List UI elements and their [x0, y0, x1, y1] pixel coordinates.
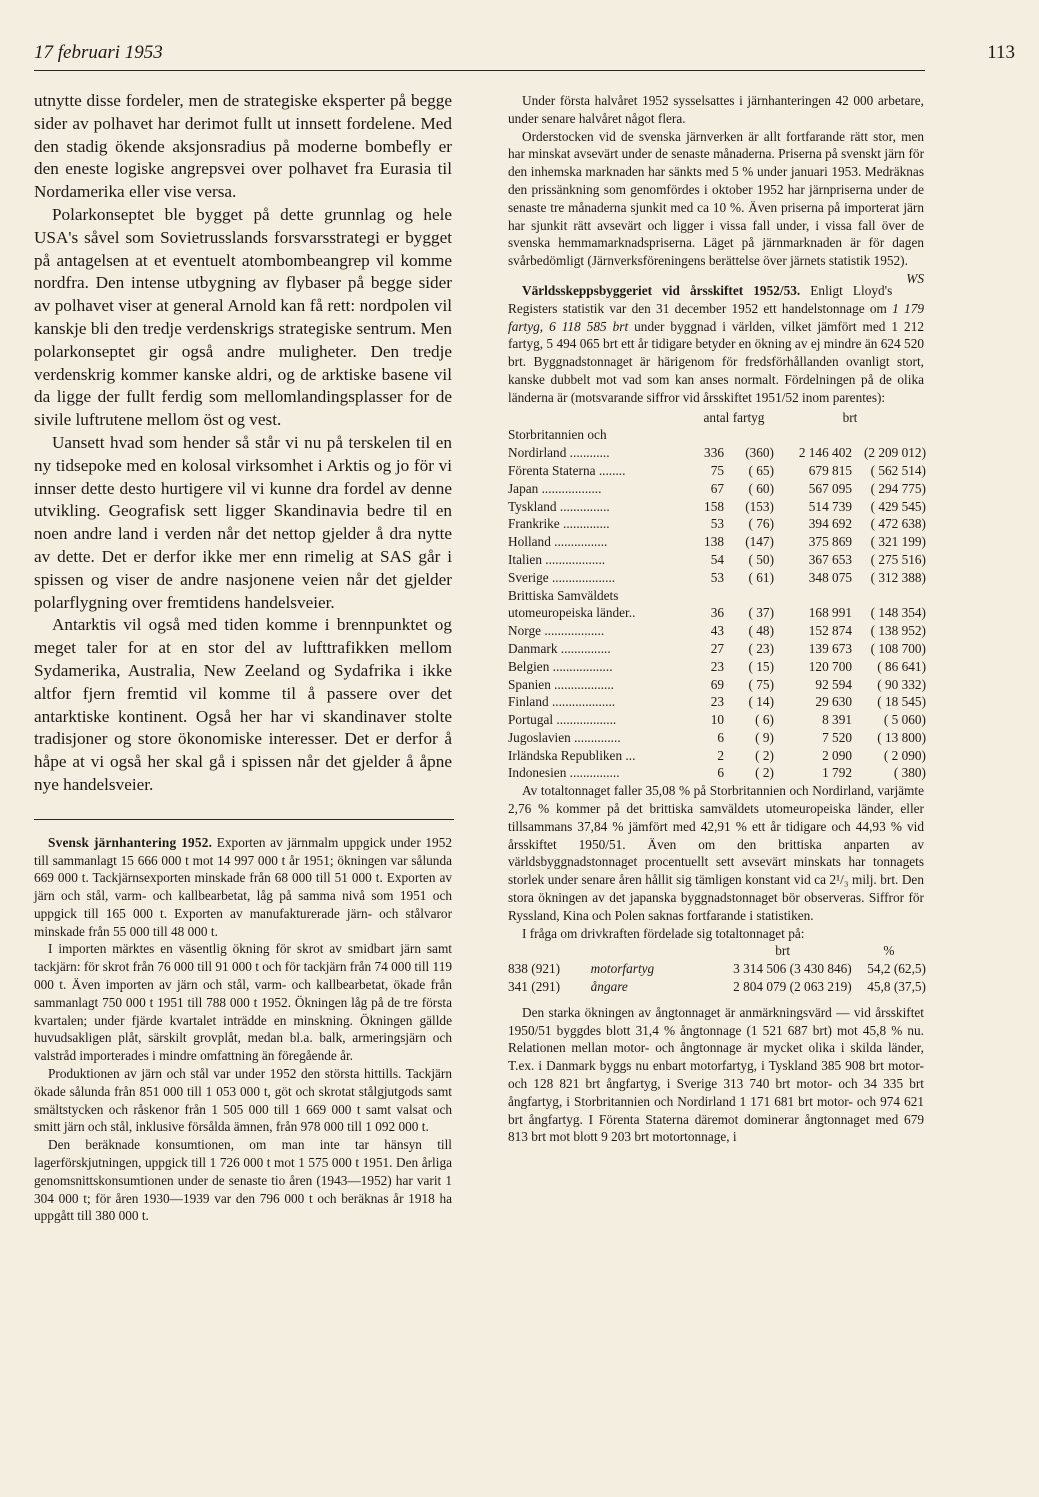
- ship-intro-b: under byggnad i världen, vilket jämfört med 1 212 fartyg, 5 494 065 brt ett år tidigare betyder en ökning av ej mindre än 624 520 brt. Byggnadstonnaget är härigenom för fredsförhållanden ovanligt stort, kanske dubbelt mot vad som kan anses normalt. Fördelningen på de olika länderna är (motsvarande siffror vid årsskiftet 1951/52 inom parentes):: [508, 318, 925, 405]
- cell-ships-prev: (360): [745, 445, 774, 461]
- cell-name: Indonesien ...............: [508, 765, 620, 781]
- cell-ships: 69: [710, 676, 724, 692]
- ships-table-row: [508, 764, 926, 782]
- cell-ships: [694, 426, 724, 444]
- cell-ships: 36: [710, 605, 724, 621]
- jarn-paragraph-3: Produktionen av järn och stål var under 1952 den största hittills. Tackjärn ökade sålunda från 851 000 till 1 053 000 t, göt och skrotat stålgjutgods samt smältstycken och råskenor från 1 505 000 till 1 669 000 t samt valsat och smitt järn och stål, inklusive försålda ämnen, från 978 000 till 1 092 000 t.: [34, 1066, 452, 1135]
- cell-brt: 375 869: [808, 534, 852, 550]
- propulsion-row: [508, 978, 926, 996]
- ships-table-row: [508, 658, 926, 676]
- issue-date: 17 februari 1953: [34, 42, 163, 63]
- prop-cell-type: motorfartyg: [590, 961, 655, 977]
- propulsion-row: [508, 960, 926, 978]
- cell-brt: 168 991: [808, 605, 852, 621]
- jarn-signature: WS: [906, 270, 924, 286]
- ships-table-row: [508, 426, 926, 444]
- cell-ships-prev: ( 60): [748, 480, 774, 496]
- cell-name: Italien ..................: [508, 551, 606, 567]
- prop-cell-brt: 2 804 079 (2 063 219): [733, 979, 852, 995]
- cell-brt: 394 692: [808, 516, 852, 532]
- cell-brt-prev: ( 2 090): [883, 747, 926, 763]
- ships-table-row: [508, 693, 926, 711]
- cell-ships-prev: ( 48): [748, 623, 774, 639]
- ships-table-header: [508, 409, 926, 427]
- cell-ships: [694, 587, 724, 605]
- cell-ships: 10: [710, 712, 724, 728]
- ships-table-row: [508, 729, 926, 747]
- cell-ships-prev: ( 61): [748, 569, 774, 585]
- header-brt: brt: [842, 409, 858, 425]
- cell-brt-prev: ( 5 060): [883, 712, 926, 728]
- cell-name: Nordirland ............: [508, 445, 610, 461]
- page-header: [34, 36, 1015, 71]
- cell-brt: 1 792: [822, 765, 852, 781]
- cell-ships-prev: ( 14): [748, 694, 774, 710]
- cell-ships-prev: ( 50): [748, 551, 774, 567]
- cell-name: Spanien ..................: [508, 676, 614, 692]
- cell-ships: 54: [710, 551, 724, 567]
- cell-ships: 6: [717, 765, 724, 781]
- ship-paragraph-4: Den starka ökningen av ångtonnaget är anmärkningsvärd — vid årsskiftet 1950/51 byggdes blott 31,4 % ångtonnage (1 521 687 brt) mot 45,8 % nu. Relationen mellan motor- och ångtonnage är mycket olika i skilda länder, T.ex. i Danmark byggs nu enbart motorfartyg, i Tyskland 385 908 brt motor- och 128 821 brt ångfartyg, i Sverige 313 740 brt motor- och 34 335 brt ångfartyg, i Storbritannien och Nordirland 1 171 681 brt motor- och 974 621 brt ångfartyg. I Förenta Staterna däremot dominerar ångtonnaget med 679 813 brt mot blott 9 203 brt motortonnage, i: [508, 1004, 924, 1145]
- cell-ships: 158: [704, 498, 724, 514]
- cell-ships-prev: ( 23): [748, 640, 774, 656]
- ships-table-row: [508, 515, 926, 533]
- cell-ships-prev: (153): [745, 498, 774, 514]
- cell-ships: 138: [704, 534, 724, 550]
- polar-paragraph-3: Uansett hvad som hender så står vi nu på terskelen til en ny tidsepoke med en kolosal virksomhet i Arktis og jo för vi innser dette desto hurtigere vil vi kunne dra fordel av denne utvikling. Geografisk sett ligger Skandinavia bedre til en noen andre land i verden når det nettop gjelder å dra nytte av dette. Det er derfor ikke mer enn rimelig at SAS går i spissen og viser de andre nasjonene veien når det gjelder polarflygning over fremtidens handelsveier.: [34, 432, 452, 612]
- prop-cell-pct: 45,8 (37,5): [867, 979, 926, 995]
- cell-brt-prev: ( 138 952): [870, 623, 926, 639]
- header-antal-fartyg: antal fartyg: [703, 409, 765, 425]
- cell-brt: [774, 426, 852, 444]
- ships-table: [508, 409, 926, 783]
- cell-name: Brittiska Samväldets: [508, 587, 619, 603]
- cell-brt-prev: ( 90 332): [877, 676, 926, 692]
- jarn-paragraph-5: Under första halvåret 1952 sysselsattes i järnhanteringen 42 000 arbetare, under senare halvåret något flera.: [508, 93, 924, 126]
- ship-intro: [508, 282, 924, 407]
- cell-ships: 27: [710, 640, 724, 656]
- ships-table-row: [508, 569, 926, 587]
- ships-table-row: [508, 551, 926, 569]
- cell-brt: 2 146 402: [798, 445, 852, 461]
- right-column: [508, 92, 924, 1146]
- jarn-paragraph-2: I importen märktes en väsentlig ökning för skrot av smidbart järn samt tackjärn: för skrot från 76 000 till 91 000 t och för tackjärn från 74 000 till 119 000 t. Även importen av järn och stål, varm- och kallbearbetat, ökade från sammanlagt 750 000 t 1951 till 788 000 t 1952. Ökningen låg på de tre första kvartalen; under fjärde kvartalet inträdde en minskning. Ökningen gällde huvudsakligen plåt, särskilt grovplåt, medan bl.a. balk, armeringsjärn och valstråd importerades i mindre omfattning än föregående år.: [34, 941, 452, 1064]
- cell-name: Tyskland ...............: [508, 498, 610, 514]
- cell-brt: 29 630: [815, 694, 852, 710]
- cell-ships: 53: [710, 569, 724, 585]
- cell-brt: 514 739: [808, 498, 852, 514]
- ships-table-row: [508, 462, 926, 480]
- cell-brt-prev: ( 472 638): [870, 516, 926, 532]
- ships-table-row: [508, 747, 926, 765]
- cell-ships-prev: ( 15): [748, 658, 774, 674]
- ships-table-row: [508, 444, 926, 462]
- cell-brt-prev: [852, 426, 926, 444]
- cell-brt-prev: ( 312 388): [870, 569, 926, 585]
- ships-table-row: [508, 711, 926, 729]
- cell-name: Holland ................: [508, 534, 608, 550]
- cell-brt-prev: ( 562 514): [870, 462, 926, 478]
- cell-name: Förenta Staterna ........: [508, 462, 626, 478]
- cell-brt-prev: ( 429 545): [870, 498, 926, 514]
- polar-paragraph-2: Polarkonseptet ble bygget på dette grunnlag og hele USA's såvel som Sovietrusslands forsvarsstrategi er bygget på antagelsen at et eventuelt atombombeangrep vil komme nordfra. Den intense utbygning av flybaser på begge sider av polhavet viser at general Arnold kan få rett: nordpolen vil kanskje bli den tredje verdenskrigs strategiske sentrum. Men polarkonseptet gir også andre muligheter. Den tredje verdenskrig kommer kanske aldri, og de arktiske basene vil da ligge der fullt ferdig som mellomlandingsplasser for de sivile luftrutene mellom öst og vest.: [34, 204, 452, 430]
- ship-intro-em: 1 179 fartyg, 6 118 585 brt: [508, 300, 924, 334]
- propulsion-table: [508, 942, 926, 995]
- cell-brt: 2 090: [822, 747, 852, 763]
- cell-name: Japan ..................: [508, 480, 602, 496]
- cell-brt-prev: ( 148 354): [870, 605, 926, 621]
- cell-name: Danmark ...............: [508, 640, 611, 656]
- cell-ships: 67: [710, 480, 724, 496]
- cell-ships-prev: ( 2): [755, 747, 774, 763]
- cell-name: Norge ..................: [508, 623, 605, 639]
- ships-table-row: [508, 676, 926, 694]
- cell-brt-prev: (2 209 012): [863, 445, 926, 461]
- jarn-p6-text: Orderstocken vid de svenska järnverken är allt fortfarande rätt stor, men har minskat avsevärt under de senaste månaderna. Priserna på svenskt järn för den inhemska marknaden har sänkts med 5 % under januari 1953. Medräknas den prissänkning som genomfördes i oktober 1952 har järnpriserna under de senaste tre månaderna sjunkit med ca 10 %. Även priserna på importerat järn har sjunkit rätt avsevärt och ligger i vissa fall under, i vissa fall över de svenska hemmamarknadspriserna. Läget på järnmarknaden är för dagen svårbedömligt (Järnverksföreningens berättelse över järnets statistik 1952).: [508, 128, 924, 269]
- cell-name: Finland ...................: [508, 694, 616, 710]
- cell-brt-prev: ( 294 775): [870, 480, 926, 496]
- cell-brt-prev: ( 18 545): [877, 694, 926, 710]
- cell-brt-prev: ( 275 516): [870, 551, 926, 567]
- jarn-article: [34, 834, 452, 1226]
- prop-cell-brt: 3 314 506 (3 430 846): [733, 961, 852, 977]
- cell-name: Sverige ...................: [508, 569, 616, 585]
- jarn-title: Svensk järnhantering 1952.: [48, 834, 213, 850]
- cell-ships-prev: ( 2): [755, 765, 774, 781]
- prop-cell-count: 838 (921): [508, 961, 561, 977]
- article-divider: [34, 819, 454, 820]
- cell-brt: [774, 587, 852, 605]
- ships-table-row: [508, 640, 926, 658]
- cell-name: Portugal ..................: [508, 712, 617, 728]
- cell-brt-prev: ( 13 800): [877, 729, 926, 745]
- cell-ships-prev: [724, 426, 774, 444]
- cell-brt: 120 700: [808, 658, 852, 674]
- cell-ships-prev: ( 37): [748, 605, 774, 621]
- cell-ships-prev: (147): [745, 534, 774, 550]
- cell-name: Irländska Republiken ...: [508, 747, 636, 763]
- cell-brt: 92 594: [815, 676, 852, 692]
- cell-ships: 75: [710, 462, 724, 478]
- jarn-paragraph-1: [34, 834, 452, 941]
- ships-table-row: [508, 587, 926, 605]
- ships-table-row: [508, 533, 926, 551]
- cell-brt: 567 095: [808, 480, 852, 496]
- polar-paragraph-4: Antarktis vil også med tiden komme i brennpunktet og meget taler for at en stor del av lufttrafikken mellom Sydamerika, Australia, New Zeeland og Sydafrika i ikke altfor fjern fremtid vil komme til å passere over det antarktiske kontinent. Også her har vi skandinaver stolte tradisjoner og store ökonomiske interesser. Det er derfor å håpe at vi også her skal gå i spissen når det gjelder å åpne nye handelsveier.: [34, 615, 452, 794]
- cell-brt-prev: ( 380): [893, 765, 926, 781]
- cell-ships: 53: [710, 516, 724, 532]
- cell-ships: 336: [704, 445, 724, 461]
- cell-brt: 367 653: [808, 551, 852, 567]
- cell-brt: 7 520: [822, 729, 852, 745]
- cell-ships: 23: [710, 694, 724, 710]
- cell-brt: 348 075: [808, 569, 852, 585]
- prop-cell-count: 341 (291): [508, 979, 561, 995]
- cell-brt-prev: ( 86 641): [877, 658, 926, 674]
- cell-ships: 6: [717, 729, 724, 745]
- prop-cell-pct: 54,2 (62,5): [867, 961, 926, 977]
- prop-cell-type: ångare: [590, 979, 628, 995]
- prop-header-pct: %: [883, 943, 895, 959]
- jarn-paragraph-6: [508, 128, 924, 286]
- cell-ships: 2: [717, 747, 724, 763]
- cell-brt-prev: ( 108 700): [870, 640, 926, 656]
- cell-name: Storbritannien och: [508, 427, 607, 443]
- ships-table-row: [508, 622, 926, 640]
- ships-table-row: [508, 480, 926, 498]
- cell-name: Belgien ..................: [508, 658, 613, 674]
- propulsion-table-header: [508, 942, 926, 960]
- cell-ships: 43: [710, 623, 724, 639]
- ships-table-row: [508, 498, 926, 516]
- ship-title: Världsskeppsbyggeriet vid årsskiftet 1952/53.: [522, 282, 801, 298]
- jarn-paragraph-4: Den beräknade konsumtionen, om man inte tar hänsyn till lagerförskjutningen, uppgick till 1 726 000 t mot 1 575 000 t 1951. Den årliga genomsnittskonsumtionen under de senaste tio åren (1943—1952) har varit 1 304 000 t; för åren 1930—1939 var den 796 000 t och beräknas år 1918 ha uppgått till 380 000 t.: [34, 1137, 452, 1224]
- cell-ships-prev: [724, 587, 774, 605]
- cell-ships: 23: [710, 658, 724, 674]
- cell-ships-prev: ( 9): [755, 729, 774, 745]
- cell-brt: 679 815: [808, 462, 852, 478]
- polar-paragraph-1: utnytte disse fordeler, men de strategiske eksperter på begge sider av polhavet har derimot fullt ut innsett fordelene. Med den stadig ökende aksjonsradius på moderne bombefly er den eneste logiske angrepsvei over polhavet fra Eurasia til Nordamerika eller vise versa.: [34, 91, 452, 202]
- cell-ships-prev: ( 65): [748, 462, 774, 478]
- prop-header-brt: brt: [775, 943, 791, 959]
- cell-brt-prev: [852, 587, 926, 605]
- ship-paragraph-2: Av totaltonnaget faller 35,08 % på Storbritannien och Nordirland, varjämte 2,76 % kommer på det brittiska samväldets utomeuropeiska länder, eller tillsammans 37,84 % jämfört med 42,91 % ett år tidigare och 44,93 % vid årsskiftet 1950/51. Även om den brittiska anparten av världsbyggnadstonnaget procentuellt sett avsevärt minskats har tonnagets storlek under senare åren hållit sig tämligen konstant vid ca 2¹/₃ milj. brt. Den stora ökningen av det japanska byggnadstonnaget bör observeras. Siffror för Ryssland, Kina och Polen saknas fortfarande i statistiken.: [508, 783, 924, 923]
- cell-ships-prev: ( 6): [755, 712, 774, 728]
- ship-intro-a: Enligt Lloyd's Registers statistik var den 31 december 1952 ett handelstonnage om: [508, 282, 893, 316]
- ships-table-row: [508, 604, 926, 622]
- cell-brt-prev: ( 321 199): [870, 534, 926, 550]
- left-column: [34, 90, 452, 1225]
- cell-ships-prev: ( 76): [748, 516, 774, 532]
- jarn-p1-text: Exporten av järnmalm uppgick under 1952 till sammanlagt 15 666 000 t mot 14 997 000 t år 1951; ökningen var sålunda 669 000 t. Tackjärnsexporten minskade från 68 000 till 51 000 t. Exporten av järn och stål, varm- och kallbearbetat, låg på samma nivå som 1951 och uppgick till 165 000 t. Exporten av manufakturerade järn- och stålvaror minskade från 55 000 till 48 000 t.: [34, 834, 452, 939]
- cell-brt: 152 874: [808, 623, 852, 639]
- cell-brt: 139 673: [808, 640, 852, 656]
- cell-name: Frankrike ..............: [508, 516, 610, 532]
- ship-paragraph-3: I fråga om drivkraften fördelade sig totaltonnaget på:: [522, 925, 805, 941]
- spacer: [508, 270, 924, 282]
- cell-ships-prev: ( 75): [748, 676, 774, 692]
- cell-name: Jugoslavien ..............: [508, 729, 621, 745]
- cell-name: utomeuropeiska länder..: [508, 605, 636, 621]
- page-number: 113: [987, 42, 1015, 63]
- cell-brt: 8 391: [822, 712, 852, 728]
